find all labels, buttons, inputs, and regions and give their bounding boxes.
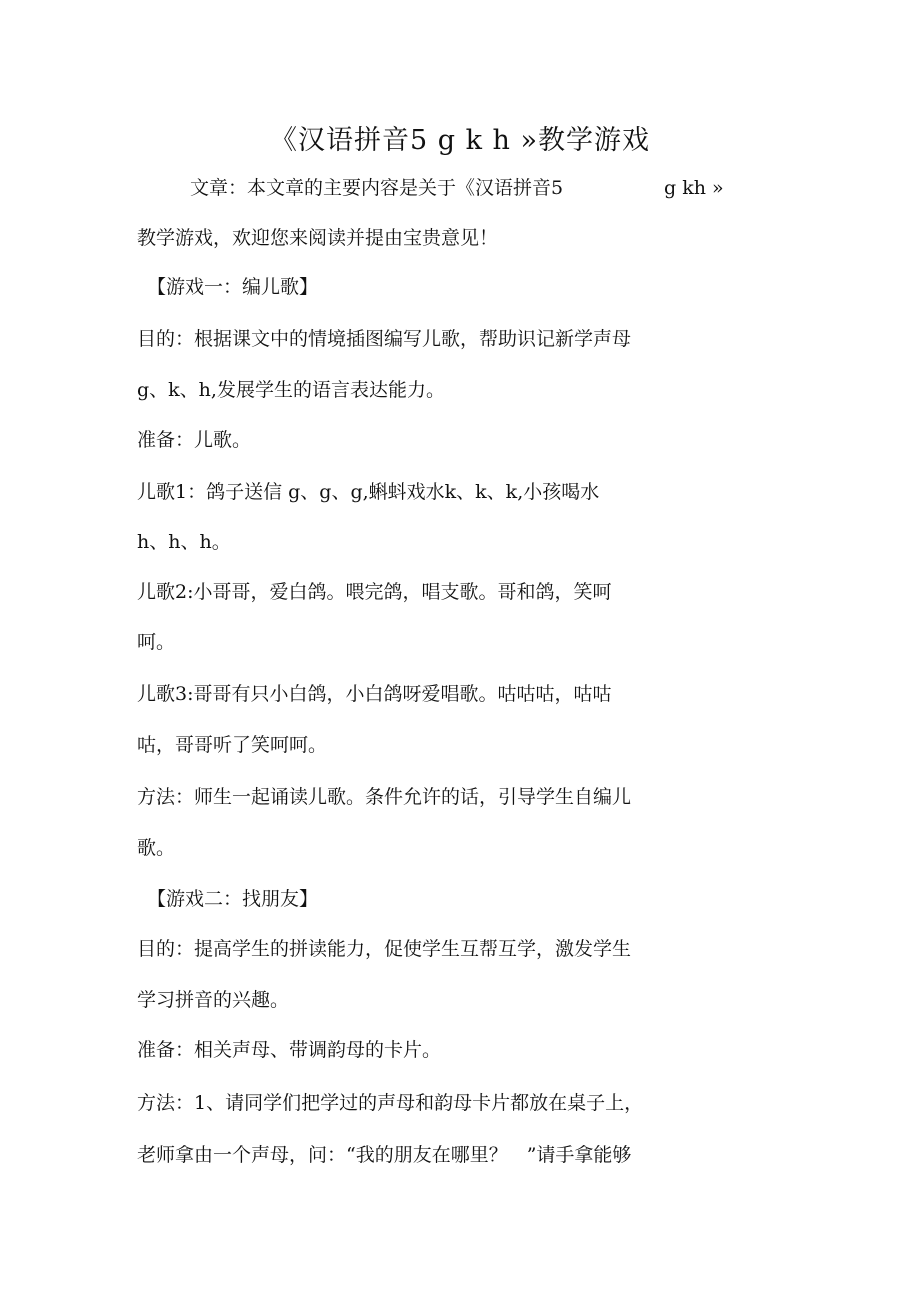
song3-line-2: 咕，哥哥听了笑呵呵。 xyxy=(137,734,328,756)
intro-line-1: 文章：本文章的主要内容是关于《汉语拼音5 xyxy=(190,177,564,199)
intro-line-2: 教学游戏，欢迎您来阅读并提由宝贵意见！ xyxy=(137,227,499,249)
song2-line-2: 呵。 xyxy=(137,631,176,653)
song1-line-1: 儿歌1：鸽子送信 g、g、g,蝌蚪戏水k、k、k,小孩喝水 xyxy=(137,481,600,503)
game2-method-line-2: 老师拿由一个声母，问：“我的朋友在哪里？ ”请手拿能够 xyxy=(137,1144,632,1166)
game2-purpose-line-2: 学习拼音的兴趣。 xyxy=(137,989,290,1011)
game1-method-line-2: 歌。 xyxy=(137,837,176,859)
game1-heading: 【游戏一：编儿歌】 xyxy=(147,276,319,298)
song2-line-1: 儿歌2:小哥哥，爱白鸽。喂完鸽，唱支歌。哥和鸽，笑呵 xyxy=(137,581,612,603)
game2-preparation: 准备：相关声母、带调韵母的卡片。 xyxy=(137,1039,442,1061)
game2-heading: 【游戏二：找朋友】 xyxy=(147,888,319,910)
document-title: 《汉语拼音5 g k h »教学游戏 xyxy=(269,125,651,156)
game1-preparation: 准备：儿歌。 xyxy=(137,429,252,451)
game1-purpose-line-2: g、k、h,发展学生的语言表达能力。 xyxy=(137,379,445,401)
game1-method-line-1: 方法：师生一起诵读儿歌。条件允许的话，引导学生自编儿 xyxy=(137,786,632,808)
intro-line-1-tail: g kh » xyxy=(664,177,724,199)
song3-line-1: 儿歌3:哥哥有只小白鸽，小白鸽呀爱唱歌。咕咕咕，咕咕 xyxy=(137,683,612,705)
song1-line-2: h、h、h。 xyxy=(137,531,231,553)
game2-method-line-1: 方法：1、请同学们把学过的声母和韵母卡片都放在桌子上， xyxy=(137,1092,644,1114)
game1-purpose-line-1: 目的：根据课文中的情境插图编写儿歌，帮助识记新学声母 xyxy=(137,328,632,350)
game2-purpose-line-1: 目的：提高学生的拼读能力，促使学生互帮互学，激发学生 xyxy=(137,938,632,960)
